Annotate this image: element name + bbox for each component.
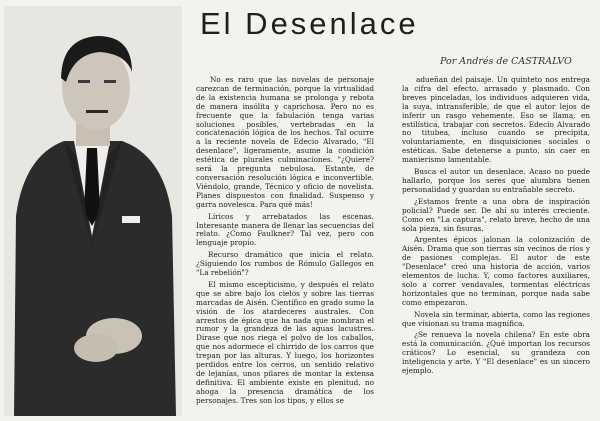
paragraph: Novela sin terminar, abierta, como las regiones que visionan su trama magnífica. [402,309,590,328]
paragraph: adueñan del paisaje. Un quinteto nos entrega la cifra del efecto, arrasado y plasmado. Con breves pinceladas, los individuos adquieren vida, la suya, intransferible, de que el autor lejos de inferir un rasgo vehemente. Eso se llama, en estilística, trabajar con secretos. Edecio Alvarado no titubea, incluso cuando se precipita, voluntariamente, en disquisiciones sociales o estéticas. Sabe detenerse a punto, sin caer en manierismo lamentable. [402,76,590,165]
paragraph: ¿Estamos frente a una obra de inspiración policial? Puede ser. De ahí su interés creciente. Como en "La captura", relato breve, hecho de una sola pieza, sin fisuras. [402,196,590,233]
paragraph: No es raro que las novelas de personaje carezcan de terminación, porque la virtualidad de la existencia humana se prolonga y rebota de manera insólita y caprichosa. Pero no es frecuente que la fabulación tenga varias soluciones posibles, vertebradas en la concatenación lógica de los hechos. Tal ocurre a la reciente novela de Edecio Alvarado, "El desenlace", ligeramente, asume la condición estética de plurales culminaciones. "¿Quiere? será la pregunta nebulosa. Estante, de conversación resolución lógica e inconvertible. Viéndolo, grande, Técnico y oficio de novelista. Planes dispuestos con finalidad. Suspenso y garra novelesca. Para qué más! [196,76,374,209]
article-title: El Desenlace [200,6,419,41]
paragraph: ¿Se renueva la novela chilena? En este obra está la comunicación. ¿Qué importan los recursos cráticos? Lo esencial, su grandeza con inteligencia y arte. Y "El desenlace" es un sincero ejemplo. [402,330,590,376]
paragraph: Líricos y arrebatados las escenas. Interesante manera de llenar las secuencias del relato. ¿Como Faulkner? Tal vez, pero con lenguaje propio. [196,211,374,248]
article-column-1 [196,76,374,416]
article-column-2 [402,76,590,416]
portrait-illustration [4,6,182,416]
paragraph: Recurso dramático que inicia el relato. ¿Siguiendo los rumbos de Rómulo Gallegos en "La rebelión"? [196,250,374,278]
paragraph: Argentes épicos jalonan la colonización de Aisén. Drama que son tierras sin vecinos de ríos y de pasiones complejas. El autor de este "Desenlace" creó una historia de acción, varios elementos de lucha. Y, como factores auxiliares, solo a correr vendavales, tormentas eléctricas horizontales que no terminan, porque nada sabe como empezaron. [402,235,590,307]
author-portrait-photo [4,6,182,416]
paragraph: El mismo escepticismo, y después el relato que se abre bajo los cielos y sobre las tierras marcadas de Aisén. Científico en grado sumo la visión de los atardeceres australes. Con arrestos de épica que ha nada que nombran el rumor y la grandeza de las aguas lacustres. Dirase que nos riega el polvo de los caballos, que nos adormece el chirrido de los carros que trepan por las alturas. Y luego, los horizontes perdidos entre los cerros, un sentido relativo de lejanías, unos pilares de montar la extensa definitiva. El ambiente existe en plenitud, no ahoga la presencia dramática de los personajes. Tres son los tipos, y ellos se [196,279,374,405]
paragraph: Busca el autor un desenlace. Acaso no puede hallarlo, porque los seres que alumbra tienen personalidad y guardan su entrañable secreto. [402,167,590,194]
article-byline: Por Andrés de CASTRALVO [440,56,572,67]
